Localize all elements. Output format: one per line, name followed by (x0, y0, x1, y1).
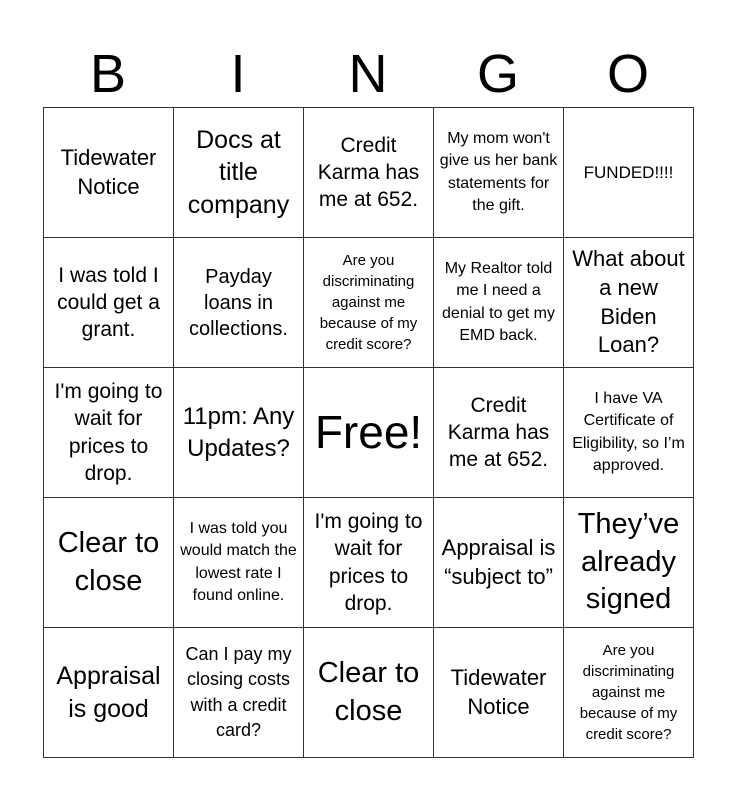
cell-text: Clear to close (57, 526, 160, 597)
cell-text: Docs at title company (187, 125, 290, 219)
cell-text: Clear to close (317, 656, 420, 727)
bingo-cell-free[interactable] (304, 368, 434, 498)
cell-text: Credit Karma has me at 652. (447, 393, 550, 472)
cell-text: My mom won't give us her bank statements for the gift. (439, 129, 558, 214)
bingo-card-grid (43, 107, 694, 758)
cell-text: Are you discriminating against me because of my credit score? (319, 252, 418, 353)
cell-text: Are you discriminating against me because of my credit score? (579, 642, 678, 743)
bingo-cell-r3c2[interactable] (174, 368, 304, 498)
cell-text: I'm going to wait for prices to drop. (314, 509, 423, 615)
bingo-cell-r5c1[interactable] (44, 628, 174, 758)
bingo-cell-r3c4[interactable] (434, 368, 564, 498)
header-letter-o: O (606, 44, 649, 104)
bingo-cell-r1c1[interactable] (44, 108, 174, 238)
bingo-cell-r1c3[interactable] (304, 108, 434, 238)
free-space-text: Free! (314, 405, 423, 458)
header-letter-g: G (476, 44, 519, 104)
bingo-cell-r3c5[interactable] (564, 368, 694, 498)
cell-text: Tidewater Notice (60, 144, 157, 199)
cell-text: I have VA Certificate of Eligibility, so I’m approved. (572, 389, 685, 474)
bingo-header (43, 40, 693, 108)
cell-text: Credit Karma has me at 652. (317, 133, 420, 212)
cell-text: I'm going to wait for prices to drop. (54, 379, 163, 485)
bingo-cell-r4c5[interactable] (564, 498, 694, 628)
bingo-cell-r2c5[interactable] (564, 238, 694, 368)
header-letter-b: B (89, 44, 127, 104)
bingo-cell-r2c4[interactable] (434, 238, 564, 368)
bingo-cell-r1c5[interactable] (564, 108, 694, 238)
bingo-cell-r1c4[interactable] (434, 108, 564, 238)
header-letter-n: N (348, 44, 388, 104)
bingo-cell-r2c2[interactable] (174, 238, 304, 368)
cell-text: Appraisal is good (56, 662, 161, 723)
bingo-cell-r2c1[interactable] (44, 238, 174, 368)
cell-text: Tidewater Notice (450, 664, 547, 719)
cell-text: What about a new Biden Loan? (572, 246, 685, 358)
cell-text: 11pm: Any Updates? (182, 403, 295, 462)
bingo-cell-r1c2[interactable] (174, 108, 304, 238)
bingo-cell-r5c5[interactable] (564, 628, 694, 758)
header-letter-i: I (230, 44, 246, 104)
bingo-cell-r5c2[interactable] (174, 628, 304, 758)
bingo-cell-r5c3[interactable] (304, 628, 434, 758)
bingo-cell-r5c4[interactable] (434, 628, 564, 758)
cell-text: They’ve already signed (577, 507, 680, 616)
cell-text: Appraisal is “subject to” (441, 534, 556, 589)
bingo-cell-r4c2[interactable] (174, 498, 304, 628)
bingo-cell-r4c3[interactable] (304, 498, 434, 628)
cell-text: Can I pay my closing costs with a credit card? (185, 644, 292, 740)
bingo-cell-r4c1[interactable] (44, 498, 174, 628)
bingo-cell-r3c1[interactable] (44, 368, 174, 498)
cell-text: I was told you would match the lowest rate I found online. (180, 519, 297, 604)
cell-text: My Realtor told me I need a denial to get my EMD back. (442, 259, 555, 344)
bingo-cell-r2c3[interactable] (304, 238, 434, 368)
cell-text: Payday loans in collections. (189, 265, 288, 340)
cell-text: I was told I could get a grant. (57, 263, 160, 342)
bingo-cell-r4c4[interactable] (434, 498, 564, 628)
cell-text: FUNDED!!!! (583, 162, 674, 182)
